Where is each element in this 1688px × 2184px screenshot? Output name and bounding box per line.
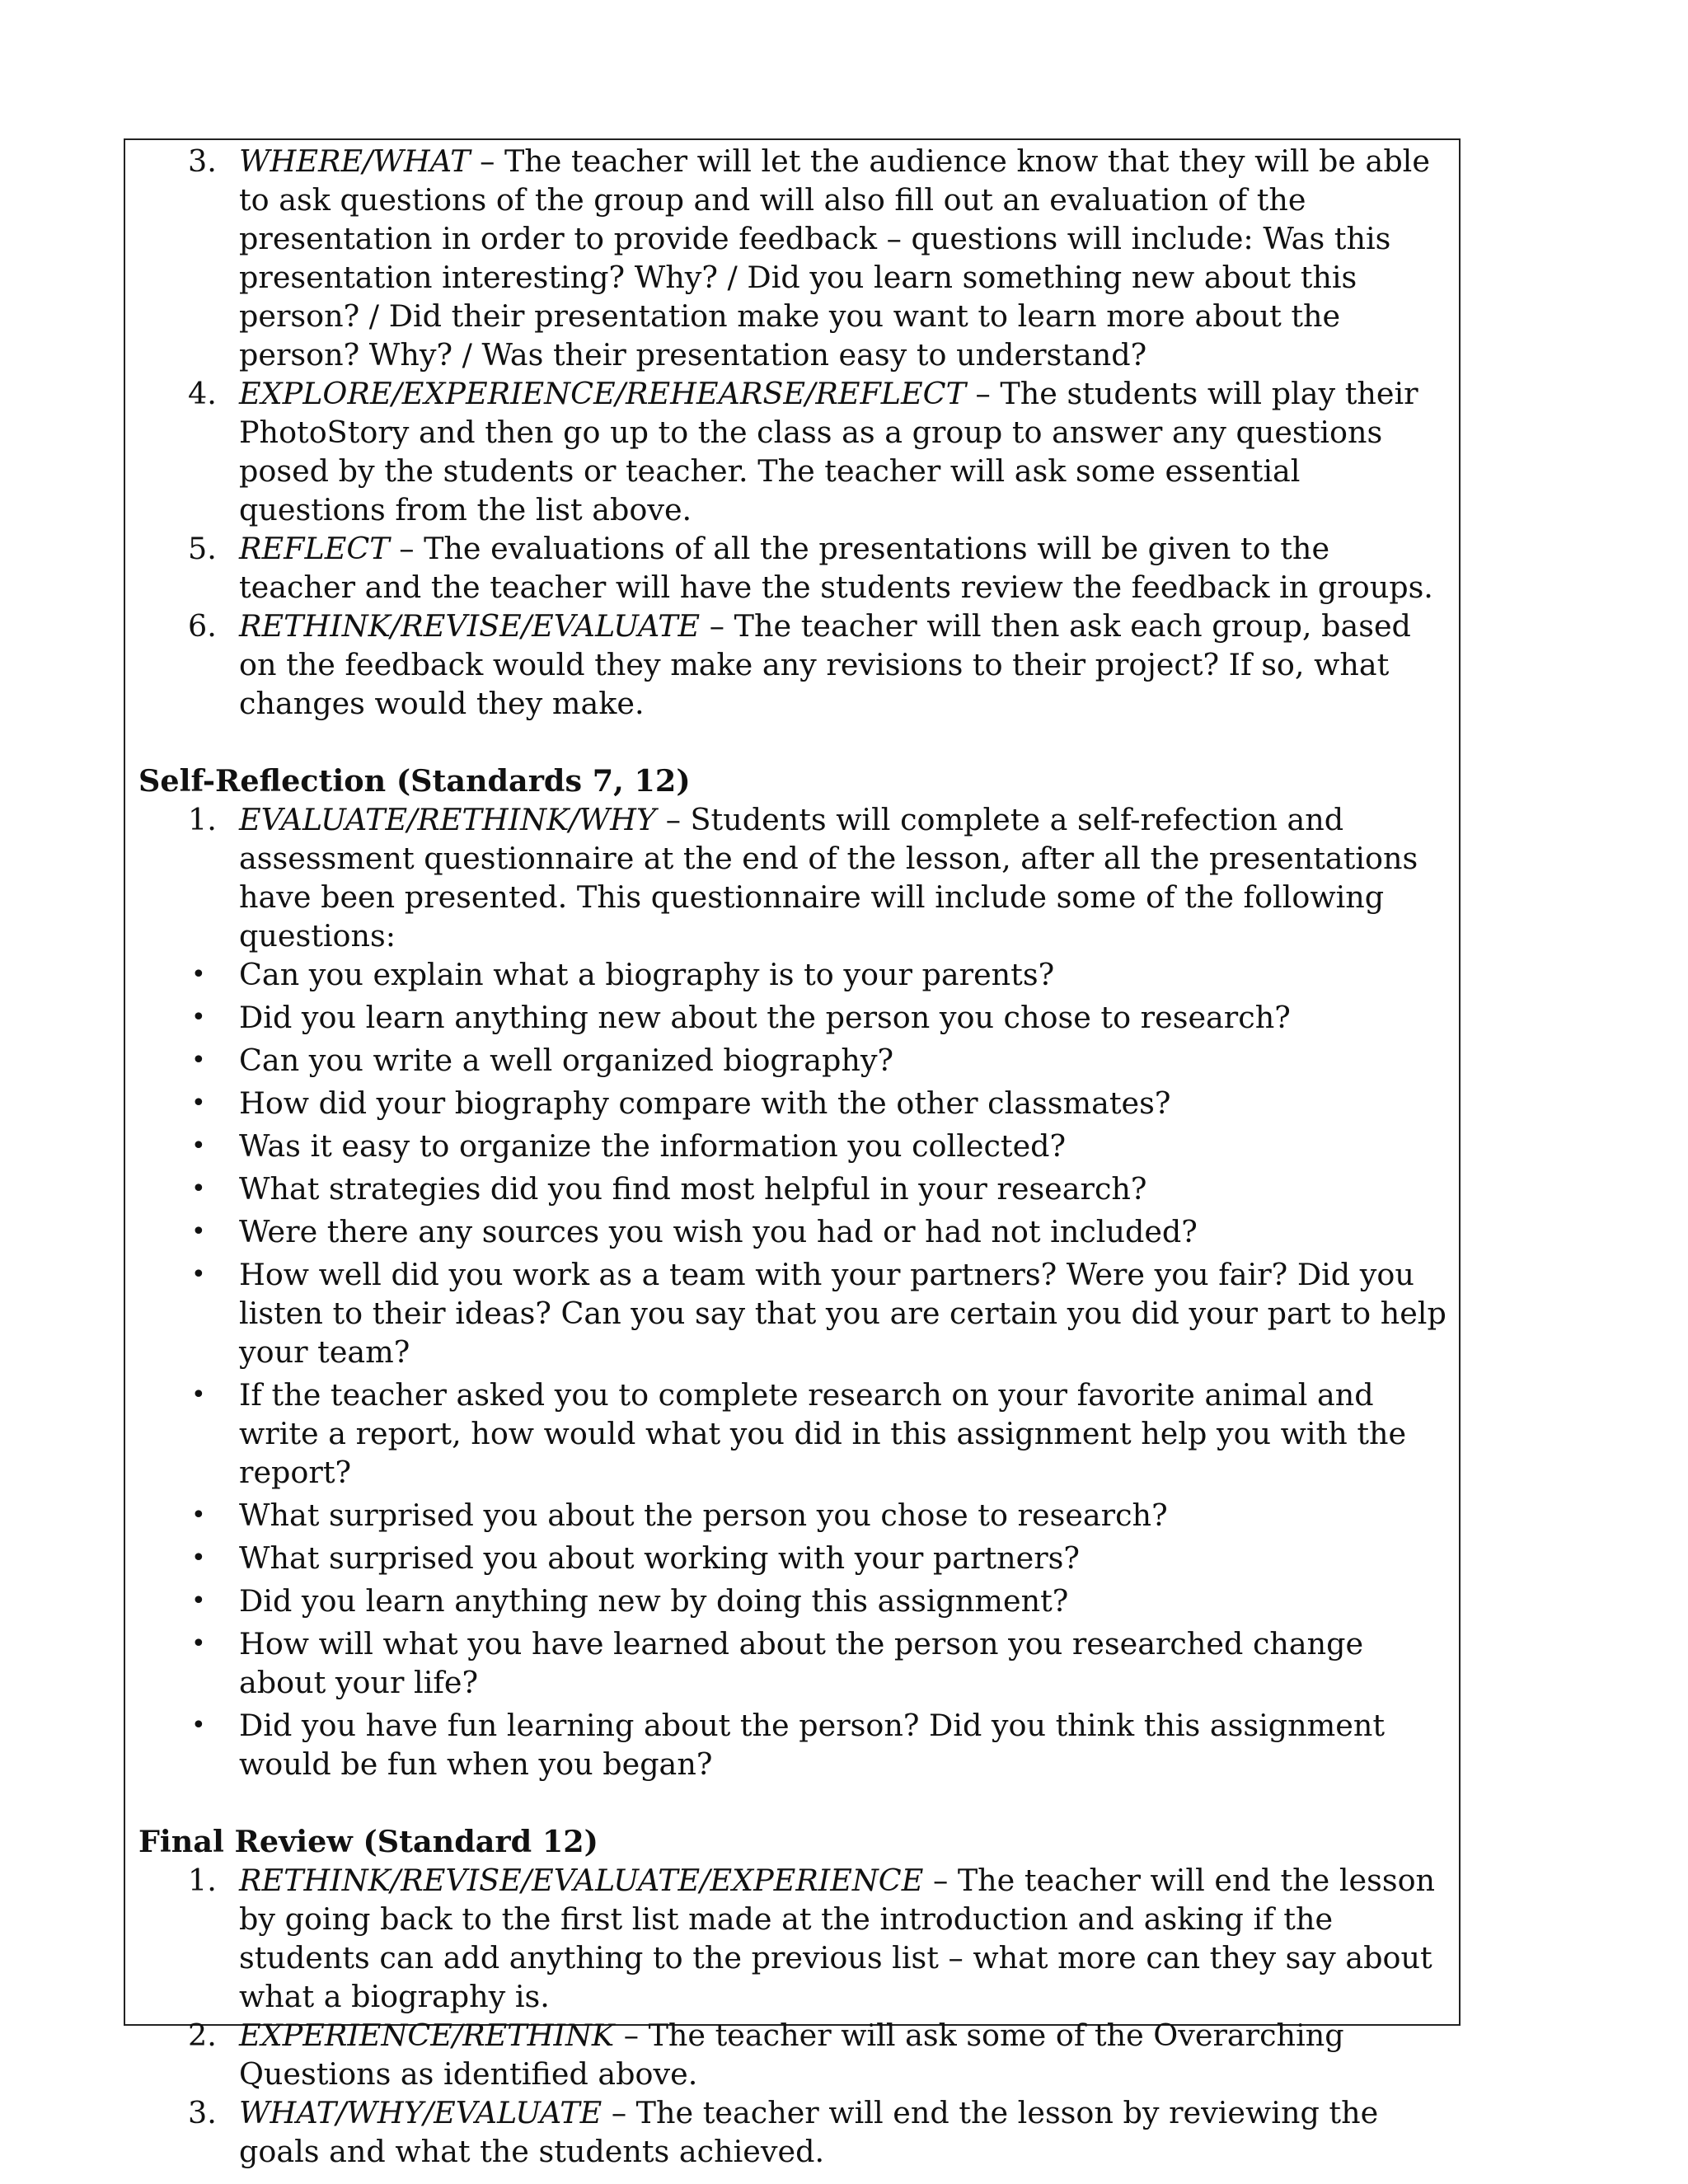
step-number: 3. — [188, 2095, 217, 2130]
bullet-icon: • — [191, 1217, 206, 1246]
list-item — [138, 1582, 1451, 1620]
list-item — [138, 1624, 1451, 1702]
bullet-icon: • — [191, 1003, 206, 1032]
step-tag: REFLECT — [239, 531, 390, 566]
step-tag: WHERE/WHAT — [239, 143, 471, 179]
procedure-step — [138, 607, 1451, 723]
step-number: 1. — [188, 802, 217, 837]
step-number: 5. — [188, 531, 217, 566]
self-reflection-heading: Self-Reflection (Standards 7, 12) — [138, 763, 691, 799]
bullet-icon: • — [191, 1089, 206, 1118]
list-item — [138, 1255, 1451, 1371]
question-text: How did your biography compare with the other classmates? — [239, 1085, 1171, 1121]
list-item — [138, 1706, 1451, 1783]
list-item — [138, 1041, 1451, 1080]
list-item — [138, 1084, 1451, 1122]
final-review-heading: Final Review (Standard 12) — [138, 1824, 598, 1859]
step-tag: RETHINK/REVISE/EVALUATE — [239, 608, 701, 644]
bullet-icon: • — [191, 1501, 206, 1530]
procedure-step — [138, 142, 1451, 374]
step-number: 2. — [188, 2018, 217, 2053]
bullet-icon: • — [191, 1380, 206, 1409]
self-reflection-list — [138, 800, 1451, 955]
step-number: 6. — [188, 608, 217, 644]
question-text: Did you learn anything new by doing this assignment? — [239, 1583, 1069, 1619]
procedure-step — [138, 2016, 1451, 2093]
step-tag: RETHINK/REVISE/EVALUATE/EXPERIENCE — [239, 1863, 924, 1898]
step-text: – The teacher will end the lesson by going back to the first list made at the introduction and asking if the students can add anything to the previous list – what more can they say about what a biography is. — [239, 1863, 1436, 2014]
step-number: 3. — [188, 143, 217, 179]
question-text: Was it easy to organize the information you collected? — [239, 1128, 1067, 1164]
procedure-step — [138, 374, 1451, 529]
question-text: How will what you have learned about the person you researched change about your life? — [239, 1626, 1364, 1700]
step-number: 1. — [188, 1863, 217, 1898]
bullet-icon: • — [191, 1711, 206, 1740]
list-item — [138, 955, 1451, 994]
step-text: – The teacher will then ask each group, based on the feedback would they make any revisions to their project? If so, what changes would they make. — [239, 608, 1411, 721]
step-tag: WHAT/WHY/EVALUATE — [239, 2095, 603, 2130]
question-text: How well did you work as a team with your partners? Were you fair? Did you listen to their ideas? Can you say that you are certain you did your part to help your team? — [239, 1257, 1447, 1370]
question-text: Did you learn anything new about the person you chose to research? — [239, 1000, 1291, 1035]
step-text: – The teacher will let the audience know that they will be able to ask questions of the group and will also fill out an evaluation of the presentation in order to provide feedback – questions will include: Was this presentation interesting? Why? / Did you learn something new about this person? / Did their presentation make you want to learn more about the person? Why? / Was their presentation easy to understand? — [239, 143, 1430, 373]
list-item — [138, 998, 1451, 1037]
step-tag: EXPERIENCE/RETHINK — [239, 2018, 615, 2053]
list-item — [138, 1212, 1451, 1251]
bullet-icon: • — [191, 1260, 206, 1289]
list-item — [138, 1127, 1451, 1165]
procedure-step — [138, 1861, 1451, 2016]
step-tag: EVALUATE/RETHINK/WHY — [239, 802, 657, 837]
step-text: – Students will complete a self-refection and assessment questionnaire at the end of the lesson, after all the presentations have been presented. This questionnaire will include some of the following questions: — [239, 802, 1418, 954]
question-text: If the teacher asked you to complete research on your favorite animal and write a report, how would what you did in this assignment help you with the report? — [239, 1377, 1407, 1490]
list-item — [138, 1496, 1451, 1535]
list-item — [138, 1376, 1451, 1492]
final-review-list — [138, 1861, 1451, 2171]
bullet-icon: • — [191, 960, 206, 989]
question-text: What surprised you about the person you chose to research? — [239, 1497, 1168, 1533]
question-text: Did you have fun learning about the person? Did you think this assignment would be fun when you began? — [239, 1708, 1386, 1782]
bullet-icon: • — [191, 1174, 206, 1203]
bullet-icon: • — [191, 1132, 206, 1160]
question-text: Can you explain what a biography is to your parents? — [239, 957, 1055, 992]
bullet-icon: • — [191, 1046, 206, 1075]
step-number: 4. — [188, 376, 217, 411]
question-text: Were there any sources you wish you had or had not included? — [239, 1214, 1198, 1249]
question-text: What strategies did you find most helpful in your research? — [239, 1171, 1147, 1207]
list-item — [138, 1539, 1451, 1577]
list-item — [138, 1169, 1451, 1208]
continued-procedure-list — [138, 142, 1451, 723]
procedure-step — [138, 800, 1451, 955]
bullet-icon: • — [191, 1629, 206, 1658]
step-tag: EXPLORE/EXPERIENCE/REHEARSE/REFLECT — [239, 376, 966, 411]
lesson-content — [138, 142, 1451, 2171]
step-text: – The evaluations of all the presentations will be given to the teacher and the teacher will have the students review the feedback in groups. — [239, 531, 1433, 605]
step-text: – The teacher will ask some of the Overarching Questions as identified above. — [239, 2018, 1344, 2092]
reflection-questions-list — [138, 955, 1451, 1783]
procedure-step — [138, 529, 1451, 607]
bullet-icon: • — [191, 1586, 206, 1615]
question-text: Can you write a well organized biography? — [239, 1043, 894, 1078]
bullet-icon: • — [191, 1544, 206, 1572]
step-text: – The students will play their PhotoStory and then go up to the class as a group to answer any questions posed by the students or teacher. The teacher will ask some essential questions from the list above. — [239, 376, 1418, 527]
procedure-step — [138, 2093, 1451, 2171]
question-text: What surprised you about working with your partners? — [239, 1540, 1080, 1576]
step-text: – The teacher will end the lesson by reviewing the goals and what the students achieved. — [239, 2095, 1379, 2169]
